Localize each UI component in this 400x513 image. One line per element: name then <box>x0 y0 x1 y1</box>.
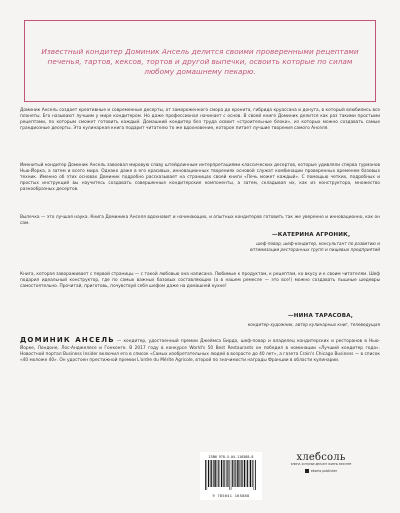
review-paragraph: Книга, которая завораживает с первой страницы — с такой любовью она написана. Любимые к продуктам, к рецептам, ко вкусу и к своим читателям. Шеф подарил идеальный конструктор, где по самых важных базовых составляющих (а в нашем ремесле — это все!) можно создавать пышные шедевры самостоятельно. Прочитай, приготовь, почувствуй себя шефом даже на домашней кухне! <box>20 272 380 290</box>
isbn-label: ISBN 978-5-04-116588-8 <box>208 455 254 459</box>
intro-box <box>24 20 376 102</box>
author-name: ДОМИНИК АНСЕЛЬ <box>20 336 115 344</box>
description-paragraph-1: Доминик Ансель создает креативные и современные десерты, от замороженного смора до кронита, гибрида круассана и донута, в который влюбились все планеты. Его называют лучшим у мире кондитером. Но даже профессионал начинает с основ. В своей книге Доминик делится как раз такими простыми рецептами, по которым сможет готовить каждый. Домашний кондитер без труда освоит «строительные блоки», из которых можно создавать самые грандиозные десерты. Эта кулинарная книга подарит читателю то же вдохновение, которое питает лучшие творения самого Анселя. <box>20 108 380 132</box>
eksmo-logo-text: eksmo publisher <box>310 469 338 474</box>
eksmo-logo <box>286 469 356 473</box>
barcode-digits: 9 785041 165888 <box>212 494 250 498</box>
barcode <box>200 452 262 500</box>
author-bio <box>20 336 380 364</box>
author-bio-text: — кондитер, удостоенный премии Джеймса Бирда, шеф-повар и владелец кондитерских и ресторанов в Нью-Йорке, Лондоне, Лос-Анджелесе и Гонконге. В 2017 году в конкурсе World's 50 Best Restaurants он победил в номинации «Лучший кондитер года». Новостной портал Business Insider включил его в список «Самых изобретательных людей в возрасте до 40 лет», а газета Crain's Chicago Business — в список «40 моложе 40». Он удостоен престижной премии L'ordre du Mérite Agricole, второй по значимости награды Франции в области кулинарии. <box>20 339 380 364</box>
intro-text: Известный кондитер Доминик Ансель делится своими проверенными рецептами печенья, тартов, кексов, тортов и другой выпечки, освоить которые по силам любому домашнему пекарю. <box>41 47 359 76</box>
quote-1-author: —КАТЕРИНА АГРОНИК, <box>272 232 351 238</box>
eksmo-logo-icon <box>305 469 309 473</box>
barcode-bars <box>204 460 258 490</box>
publisher-tagline: КНИГИ, КОТОРЫЕ ДЕЛАЮТ ЖИЗНЬ ВКУСНЕЕ <box>290 463 352 466</box>
quote-2-author: —НИНА ТАРАСОВА, <box>288 313 354 319</box>
description-paragraph-3: Выпечка — это лучшая наука. Книга Доминика Анселя вдохновит и начинающих, и опытных кондитеров готовить так же уверенно и инновационно, как он сам. <box>20 215 380 227</box>
publisher-block <box>286 452 356 473</box>
quote-1-role: шеф-повар, шеф-кондитер, консультант по развитию и оптимизации ресторанных групп и пищевых предприятий <box>249 241 380 252</box>
quote-2-role: кондитер-художник, автор кулинарных книг, телеведущая <box>247 322 380 327</box>
publisher-logo: хлебсоль <box>296 452 346 463</box>
description-paragraph-2: Именитый кондитер Доминик Ансель завоевал мировую славу штейдлинным интерпретациями классических десертов, которые удивляли сперва гурманов Нью-Йорка, а затем и всего мира. Однако даже в его красивых, инновационных творениях основой служат комбинации проверенных временем базовых техник. Именно об этих основах Доминик подробно рассказывает на страницах своей книги «Печь может каждый». С помощью четких, подробных и простых инструкций вы научитесь создавать совершенные кондитерские компоненты, а затем, складывая их, как из конструктора, множество разнообразных десертов. <box>20 163 380 193</box>
